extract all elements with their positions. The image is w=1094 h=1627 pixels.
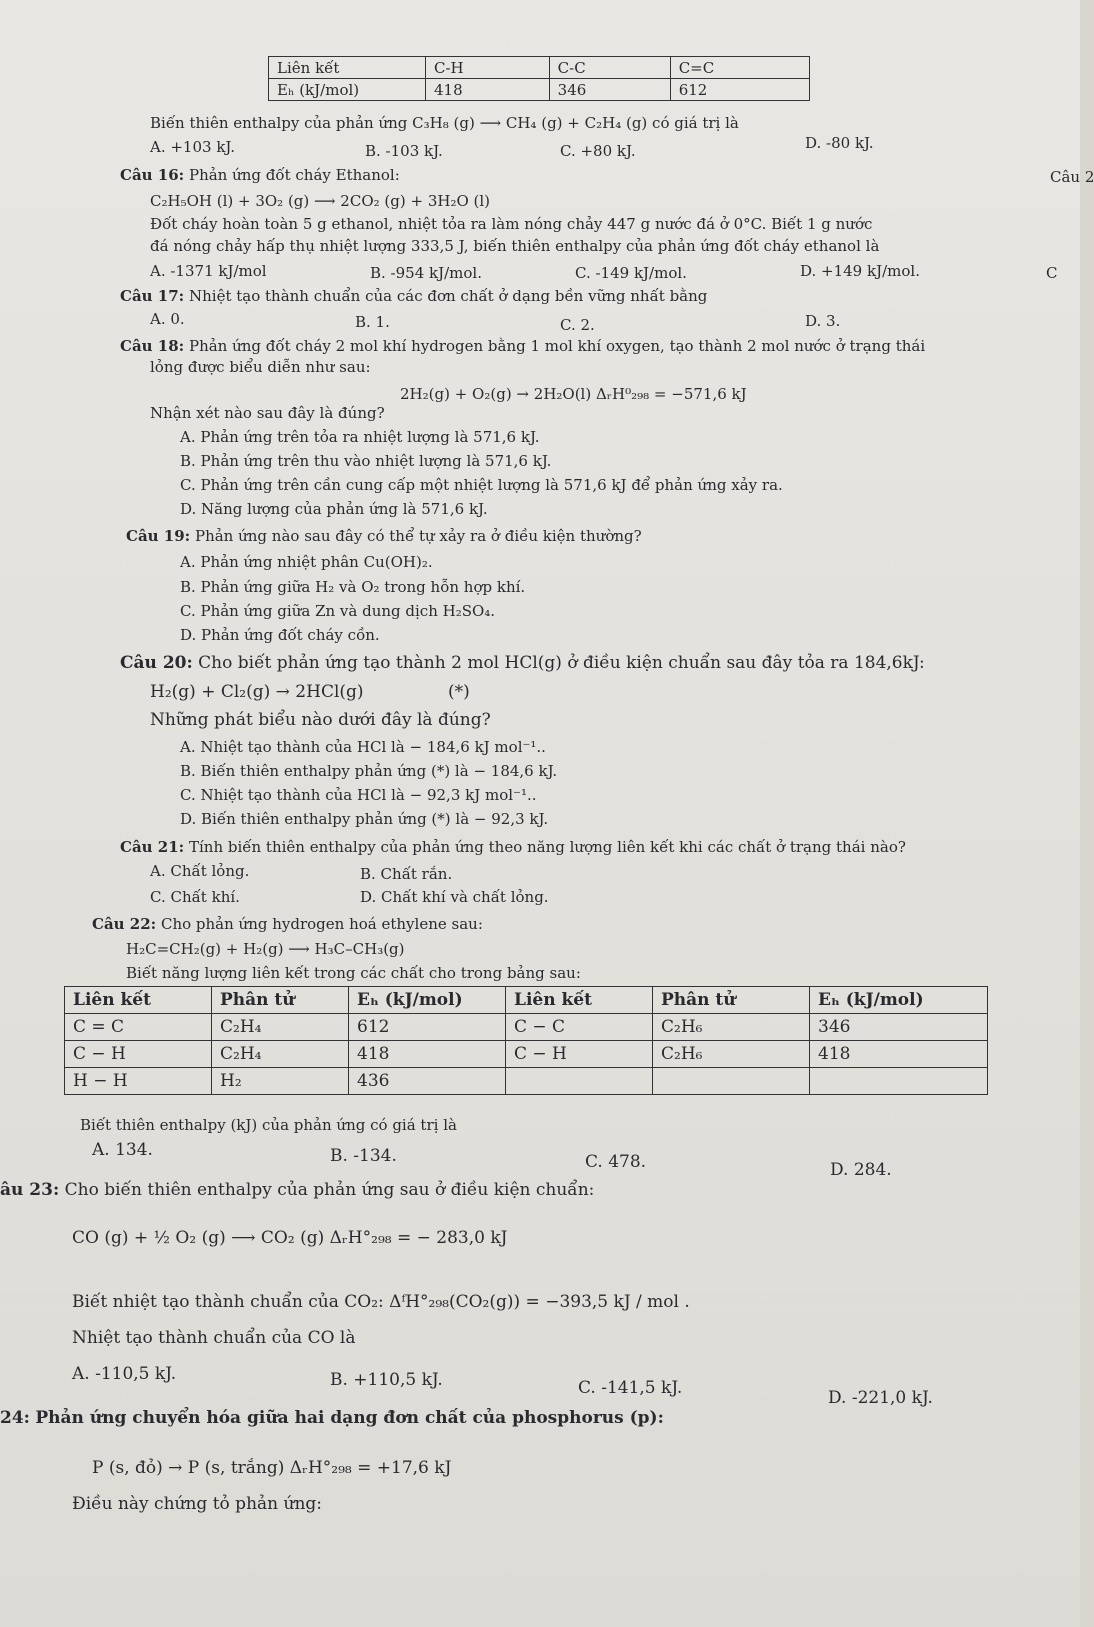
table-row xyxy=(65,1068,988,1095)
question-17 xyxy=(120,287,707,305)
equation: P (s, đỏ) → P (s, trắng) ΔᵣH°₂₉₈ = +17,6 kJ xyxy=(92,1458,452,1478)
question-label: âu 23: xyxy=(0,1180,60,1200)
table-cell: C-C xyxy=(549,57,670,79)
table-cell: Eₕ (kJ/mol) xyxy=(349,987,506,1014)
option-d: D. +149 kJ/mol. xyxy=(800,262,920,280)
table-cell: Liên kết xyxy=(65,987,212,1014)
question-label: Câu 18: xyxy=(120,337,185,355)
question-text: Phản ứng nào sau đây có thể tự xảy ra ở điều kiện thường? xyxy=(194,527,642,545)
option-b: B. 1. xyxy=(355,313,390,331)
table-cell: 346 xyxy=(549,79,670,101)
question-24 xyxy=(0,1408,664,1428)
question-text: Cho biết phản ứng tạo thành 2 mol HCl(g) ở điều kiện chuẩn sau đây tỏa ra 184,6kJ: xyxy=(198,653,925,673)
table-row xyxy=(269,79,810,101)
question-ask: Điều này chứng tỏ phản ứng: xyxy=(72,1494,323,1514)
table-cell: Liên kết xyxy=(506,987,653,1014)
table-row xyxy=(65,1014,988,1041)
table-cell: 612 xyxy=(349,1014,506,1041)
equation: H₂C=CH₂(g) + H₂(g) ⟶ H₃C–CH₃(g) xyxy=(126,940,405,958)
table-caption: Biết năng lượng liên kết trong các chất cho trong bảng sau: xyxy=(126,964,581,982)
bond-energy-table xyxy=(64,986,988,1095)
option-a: A. +103 kJ. xyxy=(150,138,236,156)
option-a: A. -110,5 kJ. xyxy=(72,1364,177,1384)
option-d: D. Chất khí và chất lỏng. xyxy=(360,888,549,906)
question-label: Câu 22: xyxy=(92,915,157,933)
option-c: C. -149 kJ/mol. xyxy=(575,264,687,282)
table-cell: Phân tử xyxy=(653,987,810,1014)
table-cell: C − C xyxy=(506,1014,653,1041)
option-b: B. -954 kJ/mol. xyxy=(370,264,483,282)
option-c: C. +80 kJ. xyxy=(560,142,636,160)
option-d: D. Năng lượng của phản ứng là 571,6 kJ. xyxy=(180,500,488,518)
table-cell: C − H xyxy=(506,1041,653,1068)
question-19 xyxy=(126,527,642,545)
equation: 2H₂(g) + O₂(g) → 2H₂O(l) ΔᵣH⁰₂₉₈ = −571,6 kJ xyxy=(400,385,747,403)
question-label: Câu 19: xyxy=(126,527,191,545)
question-ask: Những phát biểu nào dưới đây là đúng? xyxy=(150,710,491,730)
option-a: A. -1371 kJ/mol xyxy=(150,262,267,280)
bond-energy-table-small xyxy=(268,56,810,101)
option-d: D. Biến thiên enthalpy phản ứng (*) là − 92,3 kJ. xyxy=(180,810,549,828)
question-ask: Nhiệt tạo thành chuẩn của CO là xyxy=(72,1328,356,1348)
question-ask: Nhận xét nào sau đây là đúng? xyxy=(150,404,385,422)
question-23 xyxy=(0,1180,594,1200)
table-cell: C = C xyxy=(65,1014,212,1041)
equation: C₂H₅OH (l) + 3O₂ (g) ⟶ 2CO₂ (g) + 3H₂O (l) xyxy=(150,192,491,210)
question-20 xyxy=(120,653,925,673)
table-cell: 418 xyxy=(349,1041,506,1068)
question-line: Đốt cháy hoàn toàn 5 g ethanol, nhiệt tỏa ra làm nóng chảy 447 g nước đá ở 0°C. Biết 1 g nước xyxy=(150,215,873,233)
table-cell: H − H xyxy=(65,1068,212,1095)
option-b: B. Chất rắn. xyxy=(360,865,453,883)
option-d: D. 3. xyxy=(805,312,841,330)
option-c: C. 2. xyxy=(560,316,595,334)
option-c: C. Chất khí. xyxy=(150,888,240,906)
option-b: B. +110,5 kJ. xyxy=(330,1370,443,1390)
table-cell: 418 xyxy=(426,79,550,101)
option-d: D. -221,0 kJ. xyxy=(828,1388,933,1408)
table-row xyxy=(65,1041,988,1068)
option-a: A. 134. xyxy=(92,1140,153,1160)
option-a: A. Phản ứng trên tỏa ra nhiệt lượng là 571,6 kJ. xyxy=(180,428,540,446)
question-text: Nhiệt tạo thành chuẩn của các đơn chất ở dạng bền vững nhất bằng xyxy=(188,287,708,305)
option-a: A. Phản ứng nhiệt phân Cu(OH)₂. xyxy=(180,553,433,571)
question-text: Phản ứng chuyển hóa giữa hai dạng đơn chất của phosphorus (p): xyxy=(35,1408,664,1428)
option-c: C. -141,5 kJ. xyxy=(578,1378,683,1398)
question-18 xyxy=(120,337,925,355)
question-line: lỏng được biểu diễn như sau: xyxy=(150,358,371,376)
table-header-row xyxy=(65,987,988,1014)
table-cell: C₂H₄ xyxy=(212,1014,349,1041)
option-b: B. -134. xyxy=(330,1146,397,1166)
side-label: Câu 2 xyxy=(1050,168,1094,186)
equation: H₂(g) + Cl₂(g) → 2HCl(g) xyxy=(150,682,364,702)
question-label: Câu 17: xyxy=(120,287,185,305)
option-d: D. Phản ứng đốt cháy cồn. xyxy=(180,626,380,644)
table-cell: C-H xyxy=(426,57,550,79)
question-label: Câu 21: xyxy=(120,838,185,856)
question-label: Câu 20: xyxy=(120,653,193,673)
question-line: đá nóng chảy hấp thụ nhiệt lượng 333,5 J, biến thiên enthalpy của phản ứng đốt cháy ethanol là xyxy=(150,237,880,255)
equation: CO (g) + ½ O₂ (g) ⟶ CO₂ (g) ΔᵣH°₂₉₈ = − 283,0 kJ xyxy=(72,1228,508,1248)
option-d: D. 284. xyxy=(830,1160,892,1180)
table-cell: Eₕ (kJ/mol) xyxy=(269,79,426,101)
question-text: Cho phản ứng hydrogen hoá ethylene sau: xyxy=(160,915,483,933)
option-c: C. Phản ứng trên cần cung cấp một nhiệt lượng là 571,6 kJ để phản ứng xảy ra. xyxy=(180,476,783,494)
table-cell: Liên kết xyxy=(269,57,426,79)
side-label: C xyxy=(1046,264,1058,282)
option-a: A. 0. xyxy=(150,310,185,328)
question-text: Phản ứng đốt cháy Ethanol: xyxy=(188,166,400,184)
option-d: D. -80 kJ. xyxy=(805,134,874,152)
option-c: C. Nhiệt tạo thành của HCl là − 92,3 kJ mol⁻¹.. xyxy=(180,786,537,804)
question-ask: Biết thiên enthalpy (kJ) của phản ứng có giá trị là xyxy=(80,1116,457,1134)
table-cell: 436 xyxy=(349,1068,506,1095)
question-22 xyxy=(92,915,483,933)
table-cell xyxy=(653,1068,810,1095)
question-16 xyxy=(120,166,400,184)
table-cell: C₂H₆ xyxy=(653,1014,810,1041)
table-cell: Phân tử xyxy=(212,987,349,1014)
table-cell: C − H xyxy=(65,1041,212,1068)
table-cell: H₂ xyxy=(212,1068,349,1095)
question-label: Câu 16: xyxy=(120,166,185,184)
table-header-row xyxy=(269,57,810,79)
table-cell xyxy=(506,1068,653,1095)
option-a: A. Chất lỏng. xyxy=(150,862,250,880)
table-cell: Eₕ (kJ/mol) xyxy=(810,987,988,1014)
table-cell: 346 xyxy=(810,1014,988,1041)
table-cell: C₂H₄ xyxy=(212,1041,349,1068)
option-b: B. Phản ứng giữa H₂ và O₂ trong hỗn hợp khí. xyxy=(180,578,526,596)
question-21 xyxy=(120,838,906,856)
table-cell xyxy=(810,1068,988,1095)
table-cell: 418 xyxy=(810,1041,988,1068)
question-text: Cho biến thiên enthalpy của phản ứng sau ở điều kiện chuẩn: xyxy=(64,1180,595,1200)
question-text: Tính biến thiên enthalpy của phản ứng theo năng lượng liên kết khi các chất ở trạng thái nào? xyxy=(188,838,906,856)
option-a: A. Nhiệt tạo thành của HCl là − 184,6 kJ mol⁻¹.. xyxy=(180,738,546,756)
question-label: 24: xyxy=(0,1408,30,1428)
table-cell: C=C xyxy=(670,57,809,79)
option-c: C. 478. xyxy=(585,1152,647,1172)
option-b: B. -103 kJ. xyxy=(365,142,443,160)
question-stem: Biến thiên enthalpy của phản ứng C₃H₈ (g) ⟶ CH₄ (g) + C₂H₄ (g) có giá trị là xyxy=(150,114,739,132)
table-cell: 612 xyxy=(670,79,809,101)
option-b: B. Biến thiên enthalpy phản ứng (*) là − 184,6 kJ. xyxy=(180,762,558,780)
option-c: C. Phản ứng giữa Zn và dung dịch H₂SO₄. xyxy=(180,602,496,620)
equation-tag: (*) xyxy=(448,682,470,702)
question-text: Phản ứng đốt cháy 2 mol khí hydrogen bằng 1 mol khí oxygen, tạo thành 2 mol nước ở trạng thái xyxy=(188,337,926,355)
option-b: B. Phản ứng trên thu vào nhiệt lượng là 571,6 kJ. xyxy=(180,452,552,470)
question-given: Biết nhiệt tạo thành chuẩn của CO₂: ΔᶠH°₂₉₈(CO₂(g)) = −393,5 kJ / mol . xyxy=(72,1292,690,1312)
table-cell: C₂H₆ xyxy=(653,1041,810,1068)
